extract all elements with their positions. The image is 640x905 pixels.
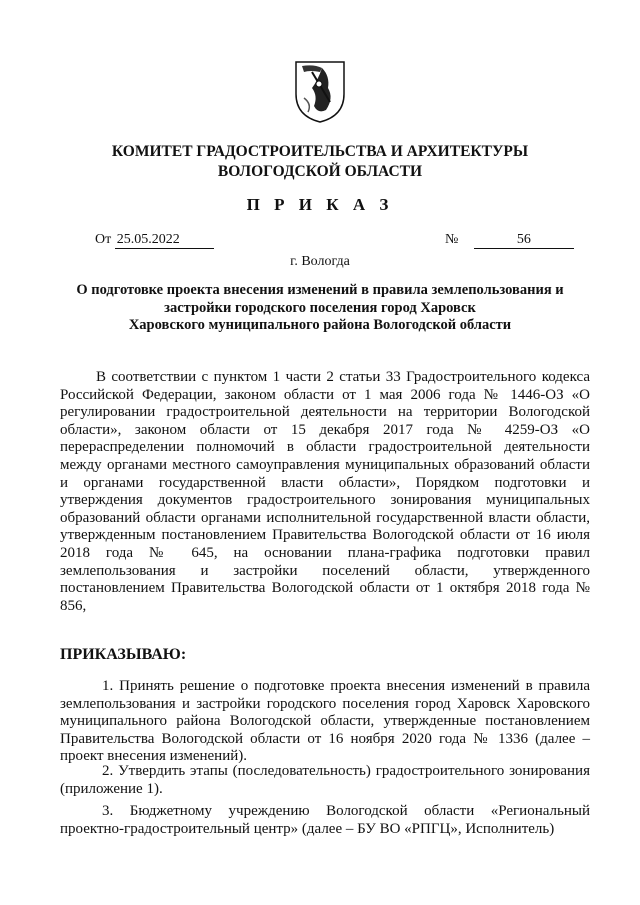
preamble-paragraph: В соответствии с пунктом 1 части 2 статьи 33 Градостроительного кодекса Российской Федерации, законом области от 1 мая 2006 года № 1446-ОЗ «О регулировании градостроительной деятельности на территории Вологодской области», законом области от 15 декабря 2017 года № 4259-ОЗ «О перераспределении полномочий в области градостроительной деятельности между органами местного самоуправления муниципальных образований области и органами государственной власти области», Порядком подготовки и утверждения документов градостроительного зонирования муниципальных образований области органами исполнительной государственной власти области, утвержденным постановлением Правительства Вологодской области от 16 июля 2018 года № 645, на основании плана-графика подготовки правил землепользования и застройки поселений области, утвержденного постановлением Правительства Вологодской области от 1 октября 2018 года № 856, [60, 369, 590, 614]
date-label: От [95, 232, 112, 247]
order-subject [60, 282, 580, 335]
order-number [445, 232, 574, 249]
order-date [95, 232, 214, 249]
number-value: 56 [474, 232, 574, 249]
city: г. Вологда [290, 254, 350, 269]
order-heading: ПРИКАЗЫВАЮ: [60, 646, 187, 663]
date-value: 25.05.2022 [115, 232, 214, 249]
organization-line-1: КОМИТЕТ ГРАДОСТРОИТЕЛЬСТВА И АРХИТЕКТУРЫ [111, 143, 529, 160]
subject-line-1: О подготовке проекта внесения изменений в правила землепользования и [76, 282, 564, 298]
organization-name [60, 142, 580, 182]
vologda-coat-of-arms-icon [292, 58, 348, 124]
order-item-1: 1. Принять решение о подготовке проекта внесения изменений в правила землепользования и застройки городского поселения город Харовск Харовского муниципального района Вологодской области, утвержденные постановлением Правительства Вологодской области от 16 ноября 2020 года № 1336 (далее – проект внесения изменений). [60, 678, 590, 765]
number-label: № [445, 232, 459, 247]
subject-line-3: Харовского муниципального района Вологодской области [128, 317, 512, 333]
order-item-2: 2. Утвердить этапы (последовательность) градостроительного зонирования (приложение 1). [60, 763, 590, 797]
order-item-3: 3. Бюджетному учреждению Вологодской области «Региональный проектно-градостроительный центр» (далее – БУ ВО «РПГЦ», Исполнитель) [60, 803, 590, 837]
organization-line-2: ВОЛОГОДСКОЙ ОБЛАСТИ [217, 163, 423, 180]
document-title: П Р И К А З [246, 195, 394, 214]
subject-line-2: застройки городского поселения город Харовск [164, 299, 476, 316]
